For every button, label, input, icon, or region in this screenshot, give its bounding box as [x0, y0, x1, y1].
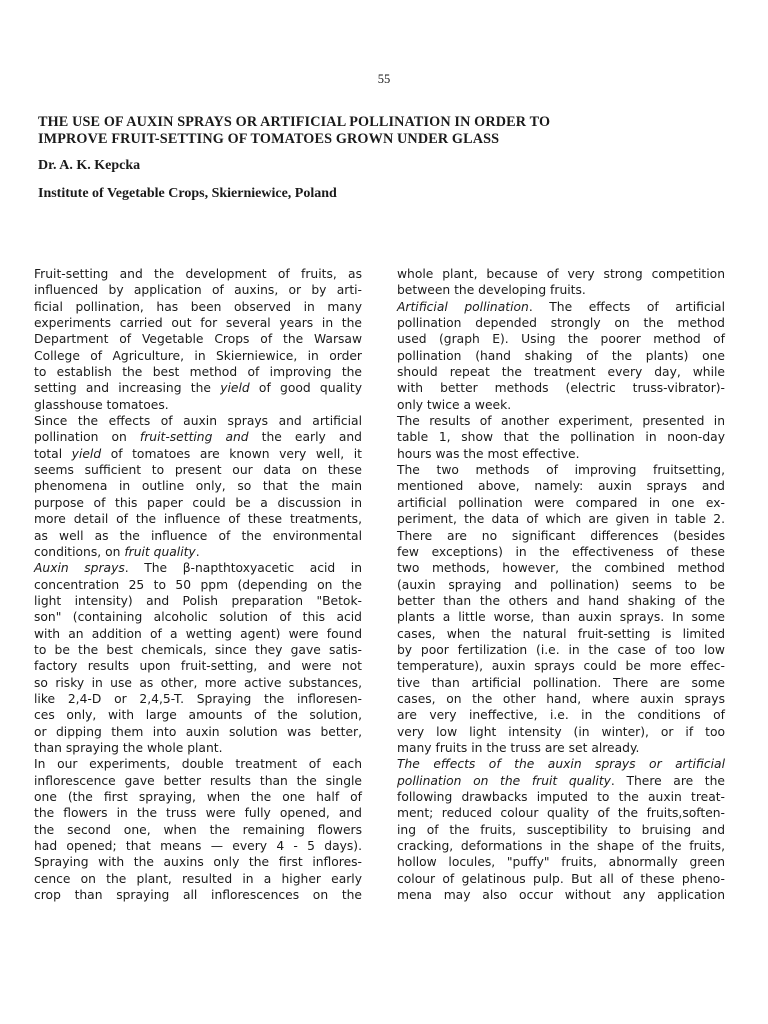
text-line: seems sufficient to present our data on these: [34, 463, 362, 478]
page-number: 55: [377, 72, 391, 86]
text-line: cases, on the other hand, where auxin sprays: [397, 691, 725, 706]
text-line: influenced by application of auxins, or by arti-: [34, 283, 362, 298]
text-line: glasshouse tomatoes.: [34, 397, 169, 412]
title-line-1: THE USE OF AUXIN SPRAYS OR ARTIFICIAL POLLINATION IN ORDER TO: [38, 114, 551, 130]
text-line: light intensity) and Polish preparation "Betok-: [34, 593, 362, 608]
text-line: between the developing fruits.: [397, 283, 586, 298]
text-line: artificial pollination were compared in one ex-: [397, 495, 725, 510]
text-line: ces only, with large amounts of the solution,: [34, 708, 362, 723]
text-line: as well as the influence of the environmental: [34, 528, 362, 543]
text-line: to be the best chemicals, since they gave satis-: [34, 642, 362, 657]
text-line: conditions, on fruit quality.: [34, 544, 200, 559]
text-line: setting and increasing the yield of good quality: [34, 381, 362, 396]
author-affiliation: Institute of Vegetable Crops, Skierniewice, Poland: [38, 186, 337, 201]
text-line: better than the others and hand shaking of the: [397, 593, 725, 608]
text-line: colour of gelatinous pulp. But all of these pheno-: [397, 871, 725, 886]
right-text-column: [397, 266, 725, 903]
text-line: hollow locules, "puffy" fruits, abnormally green: [397, 855, 725, 870]
text-line: many fruits in the truss are set already.: [397, 740, 640, 755]
text-line: Artificial pollination. The effects of artificial: [397, 299, 725, 314]
text-line: Auxin sprays. The β-napthtoxyacetic acid in: [34, 561, 363, 576]
text-line: (auxin spraying and pollination) seems to be: [397, 577, 725, 592]
text-line: There are no significant differences (besides: [397, 528, 725, 543]
text-line: crop than spraying all inflorescences on the: [34, 888, 362, 903]
text-line: whole plant, because of very strong competition: [397, 267, 725, 281]
text-line: few exceptions) in the effectiveness of these: [397, 544, 725, 559]
text-line: experiments carried out for several years in the: [34, 316, 362, 331]
text-line: cence on the plant, resulted in a higher early: [34, 871, 362, 886]
text-line: had opened; that means — every 4 - 5 days).: [34, 839, 362, 854]
paper-title: [38, 114, 638, 148]
title-line-2: IMPROVE FRUIT-SETTING OF TOMATOES GROWN UNDER GLASS: [38, 131, 500, 147]
text-line: College of Agriculture, in Skierniewice, in order: [34, 348, 362, 363]
author-name: Dr. A. K. Kepcka: [38, 158, 141, 173]
text-line: concentration 25 to 50 ppm (depending on the: [34, 577, 362, 592]
text-line: following drawbacks imputed to the auxin treat-: [397, 790, 725, 804]
text-line: son" (containing alcoholic solution of this acid: [34, 610, 362, 625]
text-line: one (the first spraying, when the one half of: [34, 790, 362, 804]
text-line: plants a little worse, than auxin sprays. In some: [397, 610, 725, 625]
text-line: pollination (hand shaking of the plants) one: [397, 348, 725, 363]
text-line: pollination on the fruit quality. There are the: [397, 773, 725, 788]
text-line: purpose of this paper could be a discussion in: [34, 495, 362, 510]
text-line: the flowers in the truss were fully opened, and: [34, 806, 362, 821]
text-line: cases, when the natural fruit-setting is limited: [397, 626, 725, 641]
text-line: should repeat the treatment every day, while: [397, 365, 725, 380]
text-line: pollination on fruit-setting and the early and: [34, 430, 362, 445]
text-line: phenomena in outline only, so that the main: [34, 479, 362, 494]
text-line: periment, the data of which are given in table 2.: [397, 512, 725, 527]
text-line: The effects of the auxin sprays or artificial: [397, 757, 725, 772]
text-line: cracking, deformations in the shape of the fruits,: [397, 839, 725, 854]
text-line: total yield of tomatoes are known very well, it: [34, 446, 362, 461]
text-line: mentioned above, namely: auxin sprays and: [397, 479, 725, 494]
text-line: than spraying the whole plant.: [34, 740, 223, 755]
left-text-column: [34, 266, 362, 903]
text-line: more detail of the influence of these treatments,: [34, 512, 362, 527]
text-line: ment; reduced colour quality of the fruits,soften-: [397, 806, 725, 821]
text-line: used (graph E). Using the poorer method of: [397, 332, 725, 347]
text-line: to establish the best method of improving the: [34, 365, 362, 380]
text-line: are very ineffective, i.e. in the conditions of: [397, 708, 725, 723]
text-line: two methods, however, the combined method: [397, 561, 725, 576]
text-line: inflorescence gave better results than the single: [34, 773, 362, 788]
text-line: The two methods of improving fruitsetting,: [397, 463, 725, 478]
text-line: pollination depended strongly on the method: [397, 316, 725, 331]
text-line: factory results upon fruit-setting, and were not: [34, 659, 362, 674]
text-line: like 2,4-D or 2,4,5-T. Spraying the infloresen-: [34, 691, 362, 706]
text-line: so risky in use as other, more active substances,: [34, 675, 362, 690]
text-line: The results of another experiment, presented in: [397, 414, 725, 429]
text-line: Since the effects of auxin sprays and artificial: [34, 414, 362, 429]
text-line: tive than artificial pollination. There are some: [397, 675, 725, 690]
text-line: the second one, when the remaining flowers: [34, 822, 362, 837]
text-line: ficial pollination, has been observed in many: [34, 299, 362, 314]
text-line: Spraying with the auxins only the first inflores-: [34, 855, 362, 870]
text-line: only twice a week.: [397, 397, 512, 412]
text-line: temperature), auxin sprays could be more effec-: [397, 659, 725, 674]
text-line: ing of the fruits, susceptibility to bruising and: [397, 822, 725, 837]
text-line: In our experiments, double treatment of each: [34, 757, 362, 772]
text-line: with an addition of a wetting agent) were found: [34, 626, 362, 641]
text-line: by poor fertilization (i.e. in the case of too low: [397, 642, 725, 657]
text-line: Fruit-setting and the development of fruits, as: [34, 267, 362, 281]
text-line: Department of Vegetable Crops of the Warsaw: [34, 332, 362, 347]
text-line: very low light intensity (in winter), or if too: [397, 724, 725, 739]
text-line: or dipping them into auxin solution was better,: [34, 724, 362, 739]
text-line: mena may also occur without any application: [397, 888, 725, 903]
text-line: table 1, show that the pollination in noon-day: [397, 430, 725, 445]
text-line: hours was the most effective.: [397, 446, 580, 461]
text-line: with better methods (electric truss-vibrator)-: [397, 381, 725, 396]
